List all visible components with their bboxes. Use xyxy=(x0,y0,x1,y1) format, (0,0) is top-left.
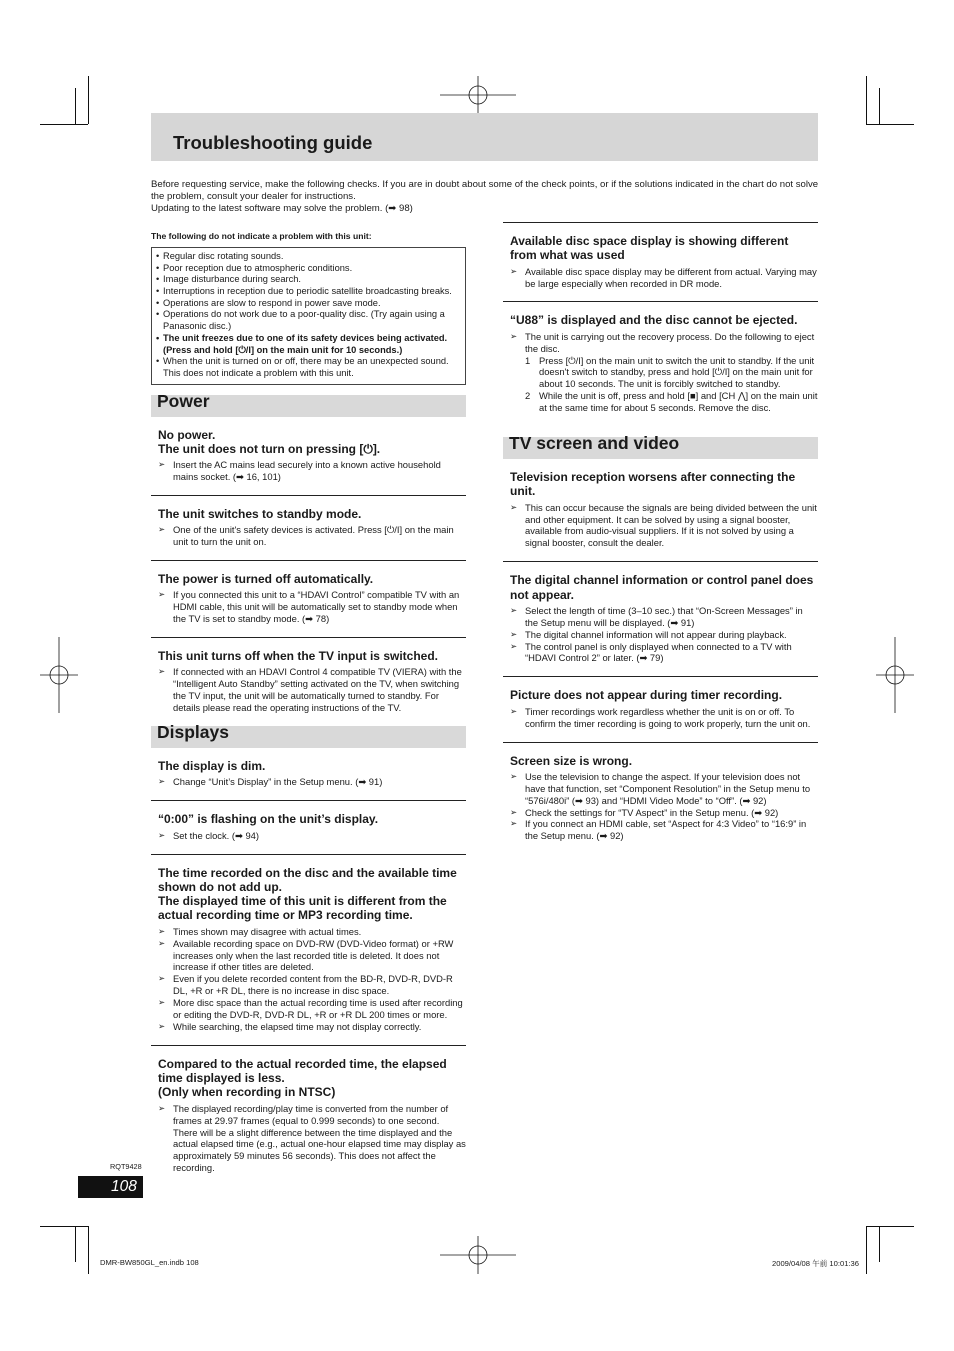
solution: ➢ The digital channel information will not appear during playback. xyxy=(510,628,787,640)
problem-title: The power is turned off automatically. xyxy=(158,572,374,587)
crop-mark xyxy=(88,1226,89,1274)
step-item: 2 While the unit is off, press and hold [■] and [CH ⋀] on the main unit at the same time for about 5 seconds. Remove the disc. xyxy=(525,390,818,414)
section-title: Displays xyxy=(157,722,229,743)
trouble-entry xyxy=(151,748,466,801)
section-header-tv xyxy=(503,433,818,459)
section-header-displays xyxy=(151,722,466,748)
solution: ➢ Use the television to change the aspect. If your television does not have that function, set “Component Resolution” in the Setup menu to “576i/480i” (➡ 93) and “HDMI Video Mode” to “Off”. (➡ 92) xyxy=(510,770,811,806)
solution: ➢ Insert the AC mains lead securely into a known active household mains socket. (➡ 16, 101) xyxy=(158,459,441,483)
crop-mark xyxy=(75,1226,76,1262)
intro-text: Before requesting service, make the following checks. If you are in doubt about some of the check points, or if the solutions indicated in the chart do not solve the problem, consult your dealer for instructions. xyxy=(151,179,819,202)
problem-title: No power. The unit does not turn on pressing [⏻]. xyxy=(158,427,381,456)
registration-mark-icon xyxy=(440,1236,516,1274)
problem-title: The digital channel information or control panel does not appear. xyxy=(510,573,814,602)
solution: ➢ One of the unit's safety devices is activated. Press [⏻/I] on the main unit to turn the unit on. xyxy=(158,524,454,548)
crop-mark xyxy=(866,124,914,125)
problem-title: Compared to the actual recorded time, the elapsed time displayed is less. (Only when recording in NTSC) xyxy=(158,1056,447,1100)
registration-mark-icon xyxy=(440,76,516,114)
list-item: • Operations do not work due to a poor-quality disc. (Try again using a Panasonic disc.) xyxy=(156,309,445,332)
page-title: Troubleshooting guide xyxy=(173,132,373,153)
crop-mark xyxy=(75,88,76,124)
problem-title: Available disc space display is showing different from what was used xyxy=(510,234,789,263)
crop-mark xyxy=(40,124,88,125)
trouble-entry xyxy=(151,561,466,638)
solution: ➢ The unit is carrying out the recovery process. Do the following to eject the disc. xyxy=(510,330,815,354)
step-item: 1 Press [⏻/I] on the main unit to switch the unit to standby. If the unit doesn't switch to standby, press and hold [⏻/I] on the main unit for about 10 seconds. The unit is forcibly switched to standby. xyxy=(525,354,815,390)
model-code: RQT9428 xyxy=(110,1162,142,1171)
crop-mark xyxy=(40,1226,88,1227)
trouble-entry xyxy=(151,855,466,1046)
section-title: Power xyxy=(157,390,210,411)
trouble-entry xyxy=(151,417,466,496)
solution: ➢ Even if you delete recorded content from the BD-R, DVD-R, DVD-R DL, +R or +R DL, there is no increase in disc space. xyxy=(158,973,453,997)
crop-mark xyxy=(88,76,89,124)
footer-file: DMR-BW850GL_en.indb 108 xyxy=(100,1258,199,1267)
intro-text: Updating to the latest software may solve the problem. (➡ 98) xyxy=(151,203,413,214)
solution: ➢ Timer recordings work regardless whether the unit is on or off. To confirm the timer recording is going to work properly, turn the unit on. xyxy=(510,705,811,729)
trouble-entry xyxy=(503,459,818,562)
intro xyxy=(151,179,821,215)
trouble-entry xyxy=(151,801,466,854)
solution: ➢ Set the clock. (➡ 94) xyxy=(158,829,260,841)
solution: ➢ Change “Unit’s Display” in the Setup menu. (➡ 91) xyxy=(158,776,383,788)
problem-title: The unit switches to standby mode. xyxy=(158,507,362,522)
trouble-entry xyxy=(503,743,818,855)
solution: ➢ Select the length of time (3–10 sec.) that “On-Screen Messages” in the Setup menu will be displayed. (➡ 91) xyxy=(510,604,803,628)
list-item: • Operations are slow to respond in power save mode. xyxy=(156,297,381,308)
solution: ➢ While searching, the elapsed time may not display correctly. xyxy=(158,1020,422,1032)
crop-mark xyxy=(879,88,880,124)
solution: ➢ Check the settings for “TV Aspect” in the Setup menu. (➡ 92) xyxy=(510,806,779,818)
notes-heading: The following do not indicate a problem with this unit: xyxy=(151,231,372,241)
problem-title: Screen size is wrong. xyxy=(510,753,633,768)
problem-title: The time recorded on the disc and the available time shown do not add up. The displayed time of this unit is different from the actual recording time or MP3 recording time. xyxy=(158,865,457,923)
trouble-entry xyxy=(151,496,466,561)
solution: ➢ The displayed recording/play time is converted from the number of frames at 29.97 frames (equal to 0.999 seconds) to one second. There will be a slight difference between the time displayed and the actual elapsed time (e.g., actual one-hour elapsed time may display as approximately 59 minutes 56 seconds). This does not affect the recording. xyxy=(158,1102,466,1174)
list-item: • Regular disc rotating sounds. xyxy=(156,250,284,261)
problem-title: “U88” is displayed and the disc cannot be ejected. xyxy=(510,313,798,328)
solution: ➢ If you connected this unit to a “HDAVI Control” compatible TV with an HDMI cable, this unit will be automatically set to standby mode when the TV is set to standby mode. (➡ 78) xyxy=(158,589,460,625)
trouble-entry xyxy=(503,302,818,420)
trouble-entry xyxy=(503,562,818,677)
trouble-entry xyxy=(151,1046,466,1186)
crop-mark xyxy=(866,1226,914,1227)
registration-mark-icon xyxy=(40,637,78,713)
solution: ➢ If connected with an HDAVI Control 4 compatible TV (VIERA) with the “Intelligent Auto Standby” setting activated on the TV, when switching the TV input, the unit will be automatically turned to standby. For details please read the operating instructions of the TV. xyxy=(158,666,462,714)
section-header-power xyxy=(151,390,466,417)
solution: ➢ More disc space than the actual recording time is used after recording or editing the DVD-R, DVD-R DL, +R or +R DL 200 times or more. xyxy=(158,997,463,1021)
notes-box xyxy=(151,247,466,385)
solution: ➢ Available recording space on DVD-RW (DVD-Video format) or +RW increases only when the last recorded title is deleted. It does not increase if other titles are deleted. xyxy=(158,937,454,973)
solution: ➢ The control panel is only displayed when connected to a TV with “HDAVI Control 2” or later. (➡ 79) xyxy=(510,640,792,664)
problem-title: Television reception worsens after connecting the unit. xyxy=(510,470,796,499)
problem-title: Picture does not appear during timer recording. xyxy=(510,688,783,703)
left-column xyxy=(151,231,466,1186)
problem-title: This unit turns off when the TV input is switched. xyxy=(158,649,438,664)
solution: ➢ Available disc space display may be different from actual. Varying may be large especially when recorded in DR mode. xyxy=(510,265,817,289)
list-item: • Image disturbance during search. xyxy=(156,274,301,285)
section-title: TV screen and video xyxy=(509,433,680,454)
list-item: • When the unit is turned on or off, there may be an unexpected sound. This does not indicate a problem with this unit. xyxy=(156,356,449,378)
list-item: • Interruptions in reception due to periodic satellite broadcasting breaks. xyxy=(156,286,452,297)
crop-mark xyxy=(866,76,867,124)
list-item: • Poor reception due to atmospheric conditions. xyxy=(156,262,353,273)
trouble-entry xyxy=(503,222,818,302)
trouble-entry xyxy=(503,677,818,742)
footer-timestamp: 2009/04/08 午前 10:01:36 xyxy=(772,1259,859,1268)
title-bar xyxy=(151,113,818,161)
solution: ➢ Times shown may disagree with actual times. xyxy=(158,925,362,937)
page-number: 108 xyxy=(111,1178,137,1195)
crop-mark xyxy=(866,1226,867,1274)
registration-mark-icon xyxy=(876,637,914,713)
trouble-entry xyxy=(151,638,466,718)
problem-title: The display is dim. xyxy=(158,759,266,774)
solution: ➢ This can occur because the signals are being divided between the unit and other equipment. It can be solved by using a signal booster, available from audio-visual suppliers. If it is not solved by using a signal booster, consult the dealer. xyxy=(510,501,817,549)
problem-title: “0:00” is flashing on the unit’s display. xyxy=(158,812,379,827)
right-column xyxy=(503,222,818,854)
crop-mark xyxy=(879,1226,880,1262)
solution: ➢ If you connect an HDMI cable, set “Aspect for 4:3 Video” to “16:9” in the Setup menu. (➡ 92) xyxy=(510,818,807,842)
page-number-badge xyxy=(78,1176,143,1198)
list-item: • The unit freezes due to one of its safety devices being activated. (Press and hold [⏻/I] on the main unit for 10 seconds.) xyxy=(156,332,448,355)
